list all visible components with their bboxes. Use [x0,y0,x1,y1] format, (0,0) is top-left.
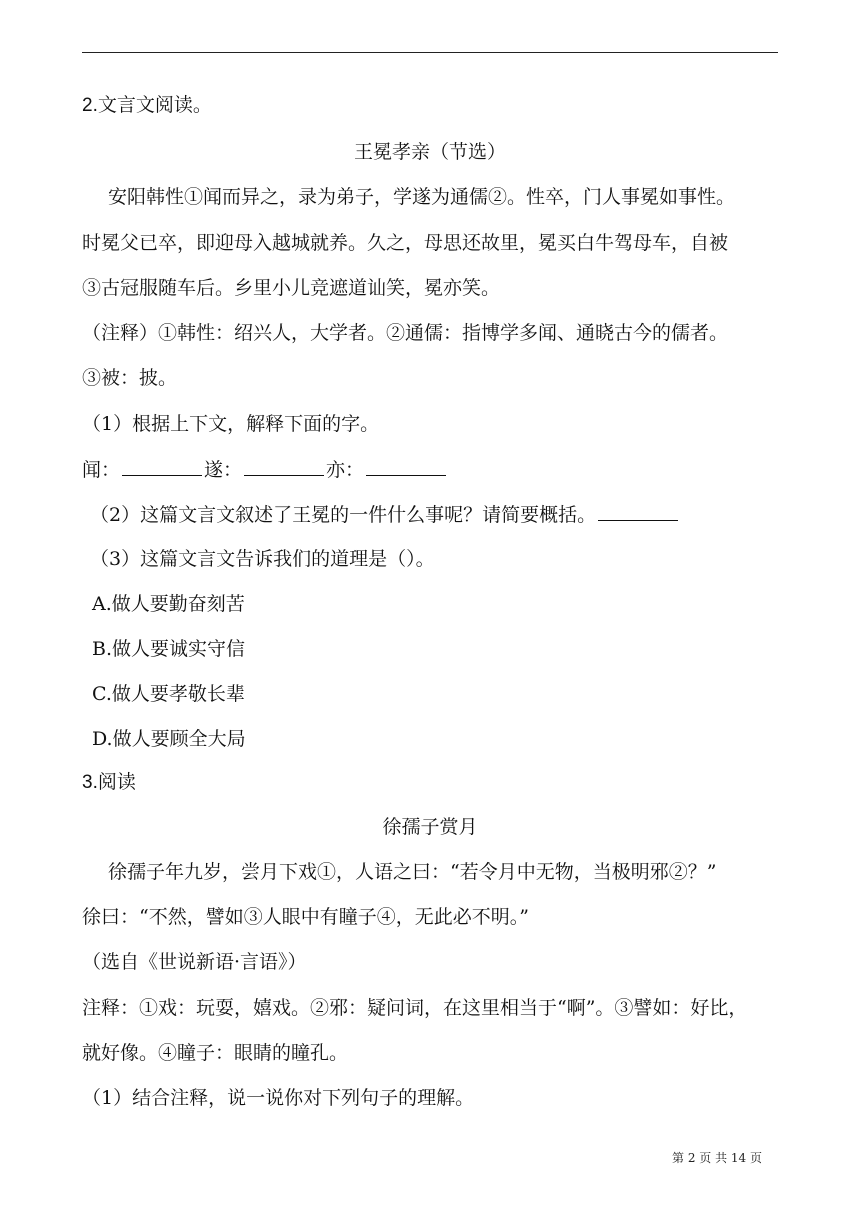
answer-blank-summary[interactable] [598,502,678,521]
answer-blank-yi[interactable] [366,457,446,476]
answer-blank-wen[interactable] [122,457,202,476]
passage-title-wangmian: 王冕孝亲（节选） [353,141,506,163]
option-b[interactable]: B.做人要诚实守信 [92,638,246,660]
sub-question-1: （1）结合注释，说一说你对下列句子的理解。 [82,1087,475,1109]
passage-line: 安阳韩性①闻而异之，录为弟子，学遂为通儒②。性卒，门人事冕如事性。 [108,186,736,208]
page-number: 第 2 页 共 14 页 [672,1151,762,1165]
option-a[interactable]: A.做人要勤奋刻苦 [92,593,245,615]
passage-title-xuruzi: 徐孺子赏月 [382,816,478,838]
annotation-line: 就好像。④瞳子：眼睛的瞳孔。 [82,1042,349,1064]
header-rule [82,52,778,53]
option-d[interactable]: D.做人要顾全大局 [92,728,246,750]
source-citation: （选自《世说新语·言语》） [82,951,307,973]
option-c[interactable]: C.做人要孝敬长辈 [92,683,245,705]
question-3-heading: 3.阅读 [82,772,136,793]
answer-blank-sui[interactable] [244,457,324,476]
passage-line: 徐孺子年九岁，尝月下戏①，人语之曰：“若令月中无物，当极明邪②？” [108,861,717,883]
fill-label-wen: 闻： [82,459,121,481]
sub-question-2: （2）这篇文言文叙述了王冕的一件什么事呢？请简要概括。 [90,504,597,526]
fill-label-sui: 遂： [204,459,243,481]
passage-line: 时冕父已卒，即迎母入越城就养。久之，母思还故里，冕买白牛驾母车，自被 [82,232,729,254]
question-2-heading: 2.文言文阅读。 [82,95,212,116]
passage-line: ③古冠服随车后。乡里小儿竞遮道讪笑，冕亦笑。 [82,277,501,299]
sub-question-3: （3）这篇文言文告诉我们的道理是（）。 [90,548,435,570]
fill-in-row [82,457,782,482]
annotation-line: （注释）①韩性：绍兴人，大学者。②通儒：指博学多闻、通晓古今的儒者。 [82,322,729,344]
fill-label-yi: 亦： [326,459,365,481]
passage-line: 徐曰：“不然，譬如③人眼中有瞳子④，无此必不明。” [82,906,529,928]
annotation-line: 注释：①戏：玩耍，嬉戏。②邪：疑问词，在这里相当于“啊”。③譬如：好比， [82,997,748,1019]
annotation-line: ③被：披。 [82,367,178,389]
sub-question-2-row [90,502,790,527]
sub-question-1: （1）根据上下文，解释下面的字。 [82,413,380,435]
